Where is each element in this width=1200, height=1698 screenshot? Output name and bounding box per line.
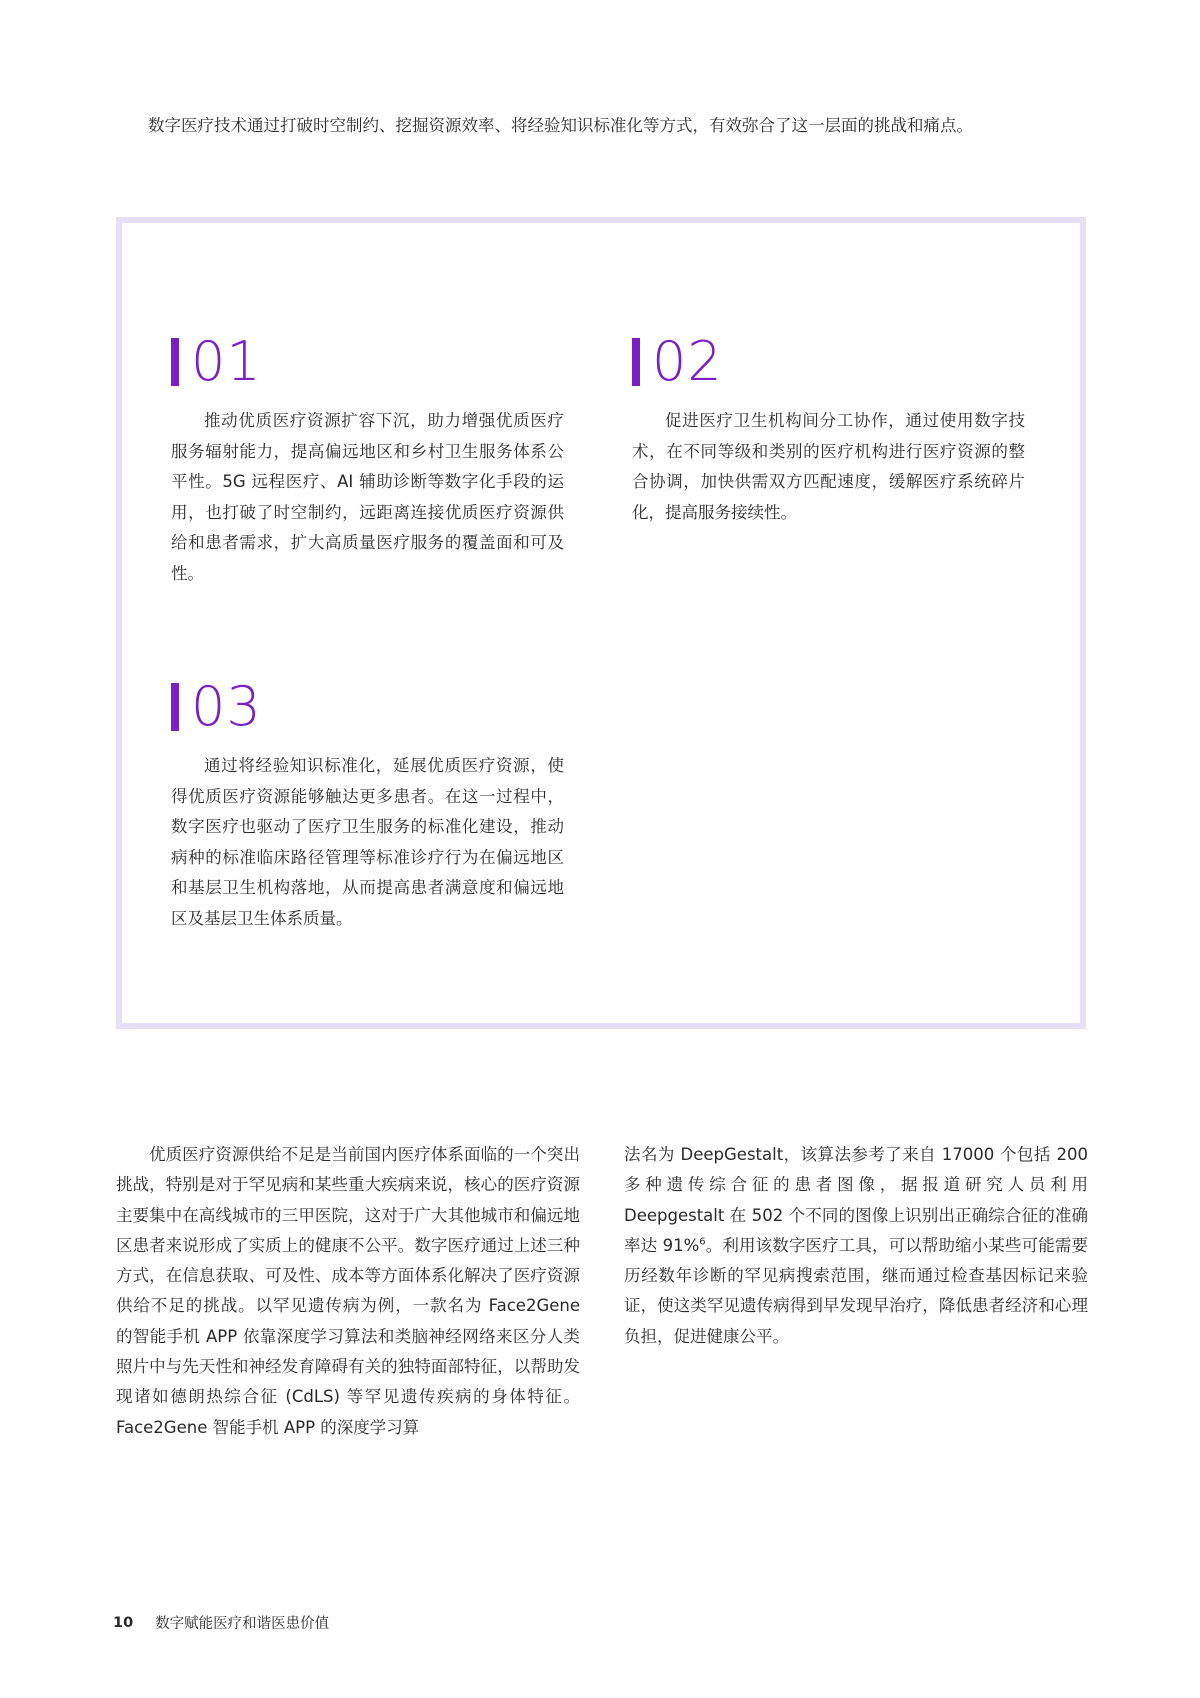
accent-bar (632, 338, 640, 386)
accent-bar (171, 683, 179, 731)
item-number-01 (171, 330, 564, 393)
item-text-03: 通过将经验知识标准化，延展优质医疗资源，使得优质医疗资源能够触达更多患者。在这一过程中，数字医疗也驱动了医疗卫生服务的标准化建设，推动病种的标准临床路径管理等标准诊疗行为在偏远地区和基层卫生机构落地，从而提高患者满意度和偏远地区及基层卫生体系质量。 (171, 756, 564, 928)
item-number-02 (632, 330, 1025, 393)
page-number: 10 (113, 1614, 134, 1631)
body-right-text-1: 法名为 DeepGestalt，该算法参考了来自 17000 个包括 200 多种遗传综合征的患者图像，据报道研究人员利用 Deepgestalt 在 502 个不同的图像上识别出正确综合征的准确率达 91% (624, 1145, 1088, 1255)
body-right-text-2: 。利用该数字医疗工具，可以帮助缩小某些可能需要历经数年诊断的罕见病搜索范围，继而通过检查基因标记来验证，使这类罕见遗传病得到早发现早治疗，降低患者经济和心理负担，促进健康公平。 (624, 1235, 1089, 1346)
item-number-03 (171, 675, 564, 738)
page-footer (113, 1612, 329, 1633)
body-column-left: 优质医疗资源供给不足是当前国内医疗体系面临的一个突出挑战，特别是对于罕见病和某些重大疾病来说，核心的医疗资源主要集中在高线城市的三甲医院，这对于广大其他城市和偏远地区患者来说形成了实质上的健康不公平。数字医疗通过上述三种方式，在信息获取、可及性、成本等方面体系化解决了医疗资源供给不足的挑战。以罕见遗传病为例，一款名为 Face2Gene 的智能手机 APP 依靠深度学习算法和类脑神经网络来区分人类照片中与先天性和神经发育障碍有关的独特面部特征，以帮助发现诸如德朗热综合征 (CdLS) 等罕见遗传疾病的身体特征。Face2Gene 智能手机 APP 的深度学习算 (116, 1145, 580, 1437)
item-02 (632, 330, 1025, 528)
footnote-reference[interactable]: 6 (699, 1236, 706, 1248)
intro-paragraph: 数字医疗技术通过打破时空制约、挖掘资源效率、将经验知识标准化等方式，有效弥合了这一层面的挑战和痛点。 (148, 116, 973, 135)
accent-bar (171, 338, 179, 386)
body-column-right (624, 1140, 1088, 1352)
item-text-02: 促进医疗卫生机构间分工协作，通过使用数字技术，在不同等级和类别的医疗机构进行医疗资源的整合协调，加快供需双方匹配速度，缓解医疗系统碎片化，提高服务接续性。 (632, 411, 1025, 522)
footer-title: 数字赋能医疗和谐医患价值 (155, 1616, 330, 1632)
item-03 (171, 675, 564, 934)
item-number-text: 03 (191, 675, 262, 738)
item-01 (171, 330, 564, 589)
item-number-text: 02 (652, 330, 723, 393)
item-text-01: 推动优质医疗资源扩容下沉，助力增强优质医疗服务辐射能力，提高偏远地区和乡村卫生服务体系公平性。5G 远程医疗、AI 辅助诊断等数字化手段的运用，也打破了时空制约，远距离连接优质医疗资源供给和患者需求，扩大高质量医疗服务的覆盖面和可及性。 (171, 411, 564, 583)
item-number-text: 01 (191, 330, 262, 393)
